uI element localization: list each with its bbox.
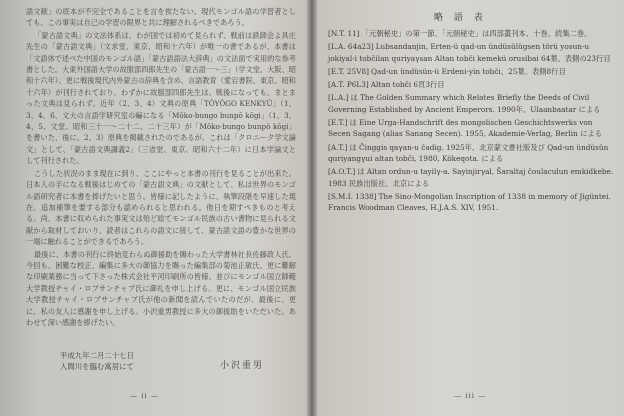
abbreviation-description: Qad-un ündüsün-ü Erdeni-yin tobči、25葉、表側8行目 bbox=[370, 66, 566, 76]
abbreviation-key: [A.T. P6L3] bbox=[328, 80, 369, 90]
abbreviation-entry bbox=[328, 92, 616, 115]
abbreviation-key: [S.M.I. 1338] bbox=[328, 191, 377, 201]
abbreviation-description: は Činggis qaγan-u čadig. 1925年、北京蒙文書社版及び Qad-un ündüsün quriyangγui altan tobči, 1980, Kökeqota. による bbox=[328, 142, 609, 163]
abbreviation-entry bbox=[328, 191, 616, 214]
signature-date: 平成九年二月二十七日 bbox=[60, 351, 134, 360]
signature-author: 小沢重男 bbox=[220, 361, 265, 371]
preface-paragraph-4: 最後に、本書の刊行に終始変わらぬ御援助を賜わった大学書林社長佐藤政人氏、今回も、困難な校正、編集に多大の御協力を賜った編集部の菊池正敏氏、更に難解な印刷業務に当って下さった株式会社平河印刷所の皆様、並びにモンゴル国立師範大学教授チャイ・ロブサンチャブ氏に御礼を申し上げる。更に、モンゴル国立民族大学教授チャイ・ロブサンチャブ氏が他の新聞を読んでいたのだが、最後に、更に、私の友人に感謝を申し上げる。小沢重男教授に多大の御援助をいただいた。あわせて深い感謝を捧げたい。 bbox=[26, 249, 296, 327]
abbreviation-key: [N.T. 11] bbox=[328, 29, 360, 38]
abbreviation-description: The Sino-Mongolian Inscription of 1338 in memory of Jigüntei. Francis Woodman Cleaves, H.J.A.S. XIV, 1951. bbox=[328, 191, 611, 213]
signature-place: 入間川を臨む寓居にて bbox=[60, 362, 134, 371]
abbreviation-key: [L.A. 64a23] bbox=[328, 42, 374, 52]
abbreviation-key: [E.T.] bbox=[328, 118, 348, 128]
preface-paragraph-2: 「蒙古語文典」の文法体系は、わが国では初めて見られず、戦前は鉄師会よ具庄先生の「蒙古語文典」（文求堂、東京、昭和十六年）が唯一の書であるが、本書は「文語体で述べた中国のモンゴル語」「蒙古語語法大辞典」の文法面で実用的な参考書とした。大東外国語大学の故服部四郎先生の「蒙古語一～三」（学文堂、大阪、昭和十六年）、更に戦後現代内外蒙古の辞典を含め、言語教育（愛宕書院、東京、昭和十六年）が刊行されており、わずかに故服部四郎先生は、戦後になっても、まとまった文典は見られず。近年（2、3、4）文典の原典「TÔYÔGO KENKYÛ」（1、3、4、6、文大の言語学研究室の編になる「Mōko-bungo bunpō kōgi」（1、3、4、5、文堂、昭和三十一～二十二、二十三年）が「Mōko-bungo bunpō kōgi」を書いた、後に、2、3）原典を掲載されたのであるが、これは「クロニーク学文論文」として、「蒙古語文典講義2」（三省堂、東京、昭和六十二年）に日本学論文として刊行された。 bbox=[26, 30, 296, 166]
abbreviation-description: は Eine Urga-Handschrift des mongolischen Geschichtswerks von Secen Sagang (alias Sanang Secen). 1955, Akademie-Verlag, Berlin による bbox=[328, 118, 602, 139]
abbreviation-entry bbox=[328, 117, 616, 140]
abbreviation-key: [A.T.] bbox=[328, 142, 348, 152]
abbreviation-key: [A.O.T.] bbox=[328, 167, 356, 177]
abbreviation-entry bbox=[328, 166, 616, 189]
abbreviations-list bbox=[328, 28, 616, 215]
abbreviation-key: [L.A.] bbox=[328, 93, 349, 103]
right-page-number: — iii — bbox=[454, 392, 487, 400]
abbreviation-key: [E.T. 25V8] bbox=[328, 66, 369, 76]
left-page-number: — ii — bbox=[130, 392, 159, 400]
abbreviation-description: Altan tobči 6頁3行目 bbox=[370, 80, 445, 90]
preface-text bbox=[26, 6, 296, 329]
abbreviation-description: 「元朝秘史」の第一節、「元朝秘史」は四部叢刊本、十巻、続集二巻。 bbox=[361, 29, 592, 38]
abbreviation-entry bbox=[328, 79, 616, 90]
abbreviation-entry bbox=[328, 142, 616, 165]
preface-paragraph-3: こうした状況のまま現在に到り、ここにやっと本書の刊行を見ることが出来た。日本人の手になる戦後はじめての「蒙古語文典」の文献として、私は世界のモンゴル語研究者に本書を捧げたいと思う。皆様に記したように、執筆段階を早速した現在、追加補筆を要する部分も認められると思われる。他日を期すべきものと考える。尚、本書に収められた事実文は殆ど総てモンゴル民族の古い書物に見られる文献から取材しておいり、読者はこれらの語文に接して、蒙古語文語の豊かな世界の一端に触れることができるであろう。 bbox=[26, 168, 296, 247]
preface-paragraph-1: 語文献」の底本が不完全であることを言を俟たない。現代モンゴル語の学習者としても、この事実は自己の学習の限界と共に理解されるべきであろう。 bbox=[26, 7, 296, 28]
right-page bbox=[314, 0, 624, 416]
abbreviation-entry bbox=[328, 66, 616, 77]
abbreviation-entry bbox=[328, 41, 616, 64]
abbreviations-title: 略 語 表 bbox=[434, 13, 487, 23]
abbreviation-description: は Altan ordun-u tayilγ-a. Sayinjirγal, Šaraltaj čoulaculun emkidkebe. 1983 民族出版社、北京による bbox=[328, 167, 614, 188]
abbreviation-description: Lubsandanjin, Erten-ü qad-un ündüsülügsen törü yosun-u jokiyal-i tobčilan quriyaγsan Altan tobči kemekü orusibai 64葉、表側の23行目 bbox=[328, 42, 611, 63]
left-page bbox=[0, 0, 310, 416]
abbreviation-entry bbox=[328, 28, 616, 39]
signature-block bbox=[60, 350, 290, 372]
abbreviation-description: は The Golden Summary which Relates Briefly the Deeds of Civil Governing Established by Ancient Emperors. 1990年、Ulaanbaatar による bbox=[328, 93, 601, 114]
